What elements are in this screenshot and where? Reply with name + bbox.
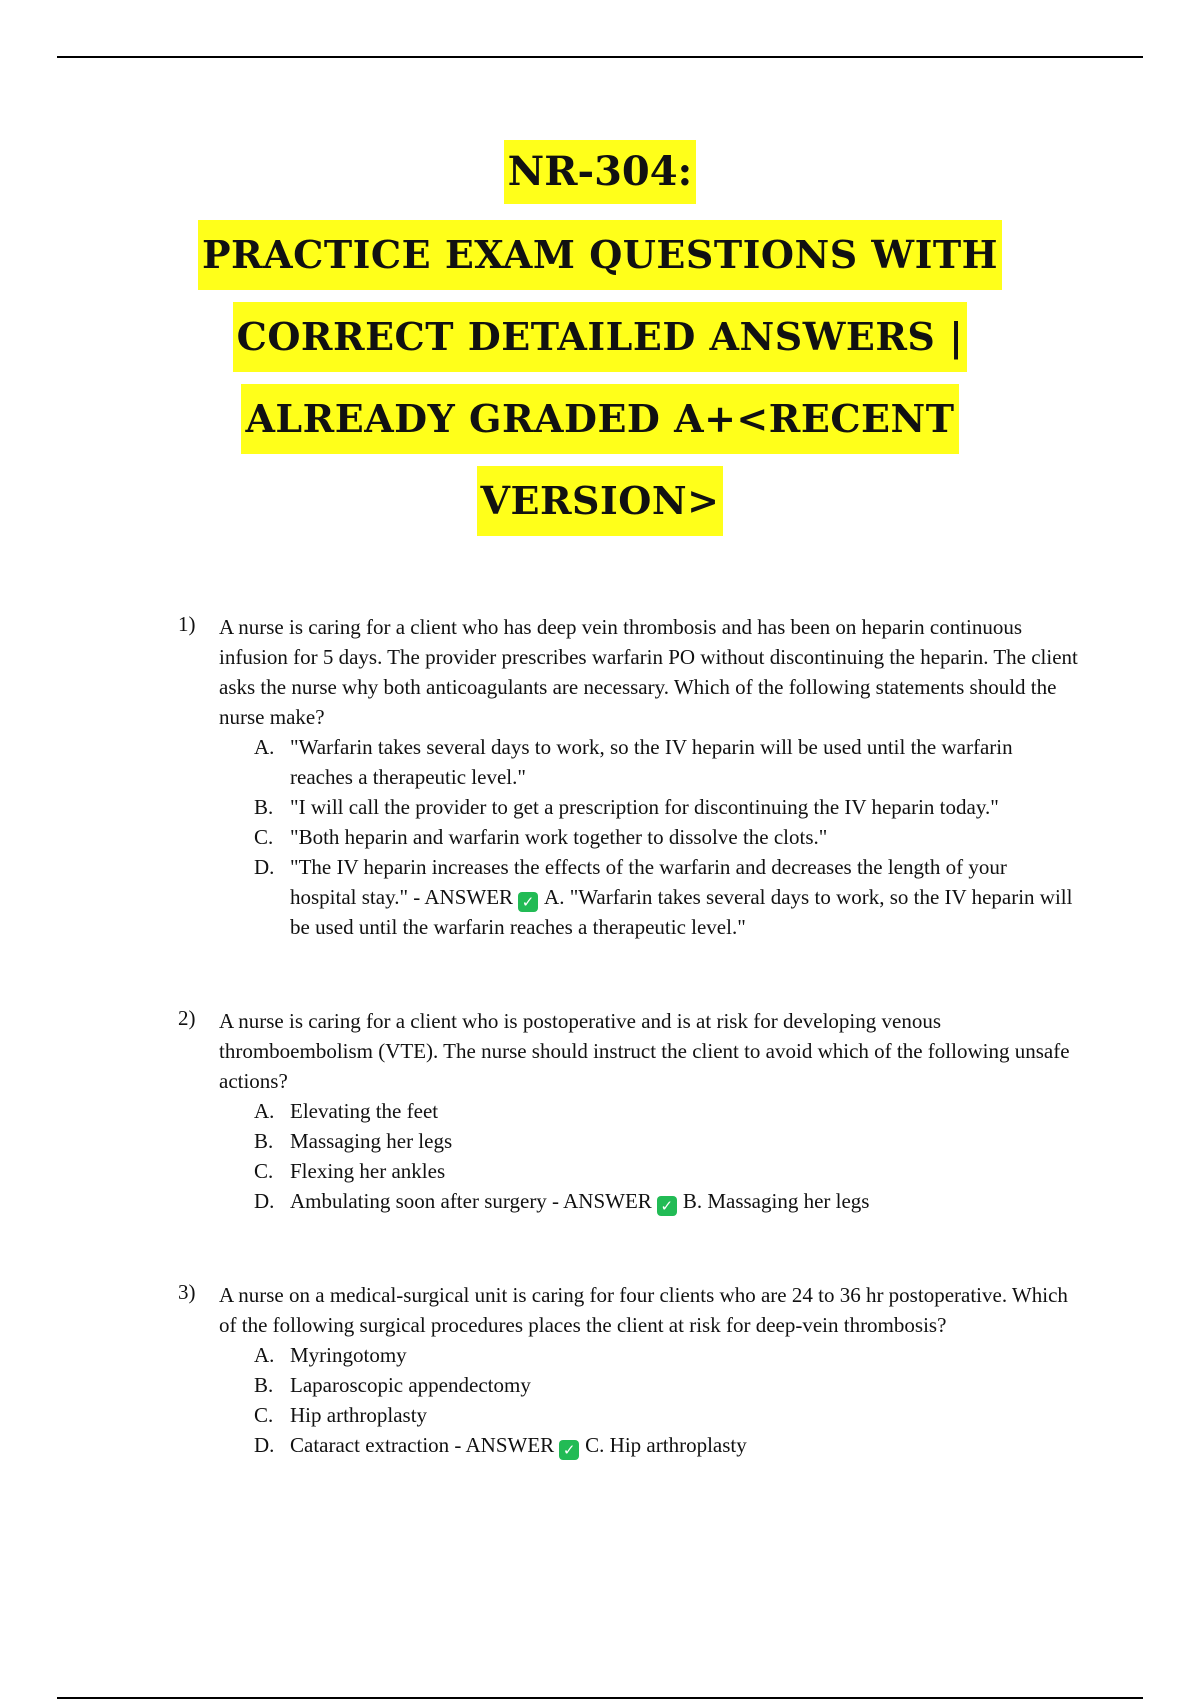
question-text: A nurse is caring for a client who is postoperative and is at risk for developing venous thromboembolism (VTE). The nurse should instruct the client to avoid which of the following unsafe actions? — [219, 1009, 1070, 1093]
option-text: "I will call the provider to get a prescription for discontinuing the IV heparin today." — [290, 795, 999, 819]
option-d: D. "The IV heparin increases the effects of the warfarin and decreases the length of your hospital stay." - ANSWER ✓ A. "Warfarin takes several days to work, so the IV heparin will be used until the warfarin reaches a therapeutic level." — [254, 855, 1073, 939]
option-list — [254, 732, 1078, 942]
bottom-rule — [57, 1697, 1143, 1699]
option-text: Cataract extraction - ANSWER — [290, 1433, 555, 1457]
title-block — [0, 140, 1200, 548]
title-line-4: VERSION> — [477, 466, 724, 536]
option-text: Flexing her ankles — [290, 1159, 446, 1183]
title-line-3: ALREADY GRADED A+<RECENT — [241, 384, 958, 454]
course-code: NR-304: — [504, 140, 697, 204]
question-number: 1) — [178, 612, 196, 636]
option-text: Myringotomy — [290, 1343, 407, 1367]
option-text: "Both heparin and warfarin work together to dissolve the clots." — [290, 825, 828, 849]
question-text: A nurse on a medical-surgical unit is caring for four clients who are 24 to 36 hr postoperative. Which of the following surgical procedures places the client at risk for deep-vein thrombosis? — [219, 1283, 1068, 1337]
question-number: 2) — [178, 1006, 196, 1030]
option-text: Hip arthroplasty — [290, 1403, 428, 1427]
option-b: B. Laparoscopic appendectomy — [254, 1370, 1078, 1400]
answer-text: C. Hip arthroplasty — [585, 1433, 747, 1457]
option-text: "The IV heparin increases the effects of the warfarin and decreases the length of your hospital stay." - ANSWER — [290, 855, 1007, 909]
option-d: D. Ambulating soon after surgery - ANSWER ✓ B. Massaging her legs — [254, 1189, 870, 1215]
option-a: A. Myringotomy — [254, 1340, 1078, 1370]
checkmark-icon: ✓ — [657, 1196, 677, 1216]
question-2 — [178, 1006, 1078, 1216]
option-a: A. Elevating the feet — [254, 1096, 1078, 1126]
option-c: C. Hip arthroplasty — [254, 1400, 1078, 1430]
option-text: Laparoscopic appendectomy — [290, 1373, 531, 1397]
answer-text: B. Massaging her legs — [682, 1189, 870, 1213]
top-rule — [57, 56, 1143, 58]
answer-text: A. "Warfarin takes several days to work, so the IV heparin will be used until the warfarin reaches a therapeutic level." — [290, 885, 1073, 939]
option-text: Massaging her legs — [290, 1129, 453, 1153]
option-d: D. Cataract extraction - ANSWER ✓ C. Hip arthroplasty — [254, 1433, 747, 1459]
question-3 — [178, 1280, 1078, 1460]
question-text: A nurse is caring for a client who has deep vein thrombosis and has been on heparin continuous infusion for 5 days. The provider prescribes warfarin PO without discontinuing the heparin. The client asks the nurse why both anticoagulants are necessary. Which of the following statements should the nurse make? — [219, 615, 1078, 729]
question-list — [178, 612, 1078, 1524]
title-line-1: PRACTICE EXAM QUESTIONS WITH — [198, 220, 1002, 290]
option-c: C. "Both heparin and warfarin work together to dissolve the clots." — [254, 822, 1078, 852]
question-1 — [178, 612, 1078, 942]
option-a: A. "Warfarin takes several days to work, so the IV heparin will be used until the warfarin reaches a therapeutic level." — [254, 732, 1078, 792]
option-b: B. Massaging her legs — [254, 1126, 1078, 1156]
option-text: Ambulating soon after surgery - ANSWER — [290, 1189, 652, 1213]
option-text: "Warfarin takes several days to work, so the IV heparin will be used until the warfarin reaches a therapeutic level." — [290, 735, 1013, 789]
option-list — [254, 1096, 1078, 1216]
option-b: B. "I will call the provider to get a prescription for discontinuing the IV heparin today." — [254, 792, 1078, 822]
option-text: Elevating the feet — [290, 1099, 439, 1123]
question-number: 3) — [178, 1280, 196, 1304]
option-c: C. Flexing her ankles — [254, 1156, 1078, 1186]
checkmark-icon: ✓ — [518, 892, 538, 912]
title-line-2: CORRECT DETAILED ANSWERS | — [233, 302, 968, 372]
checkmark-icon: ✓ — [559, 1440, 579, 1460]
option-list — [254, 1340, 1078, 1460]
